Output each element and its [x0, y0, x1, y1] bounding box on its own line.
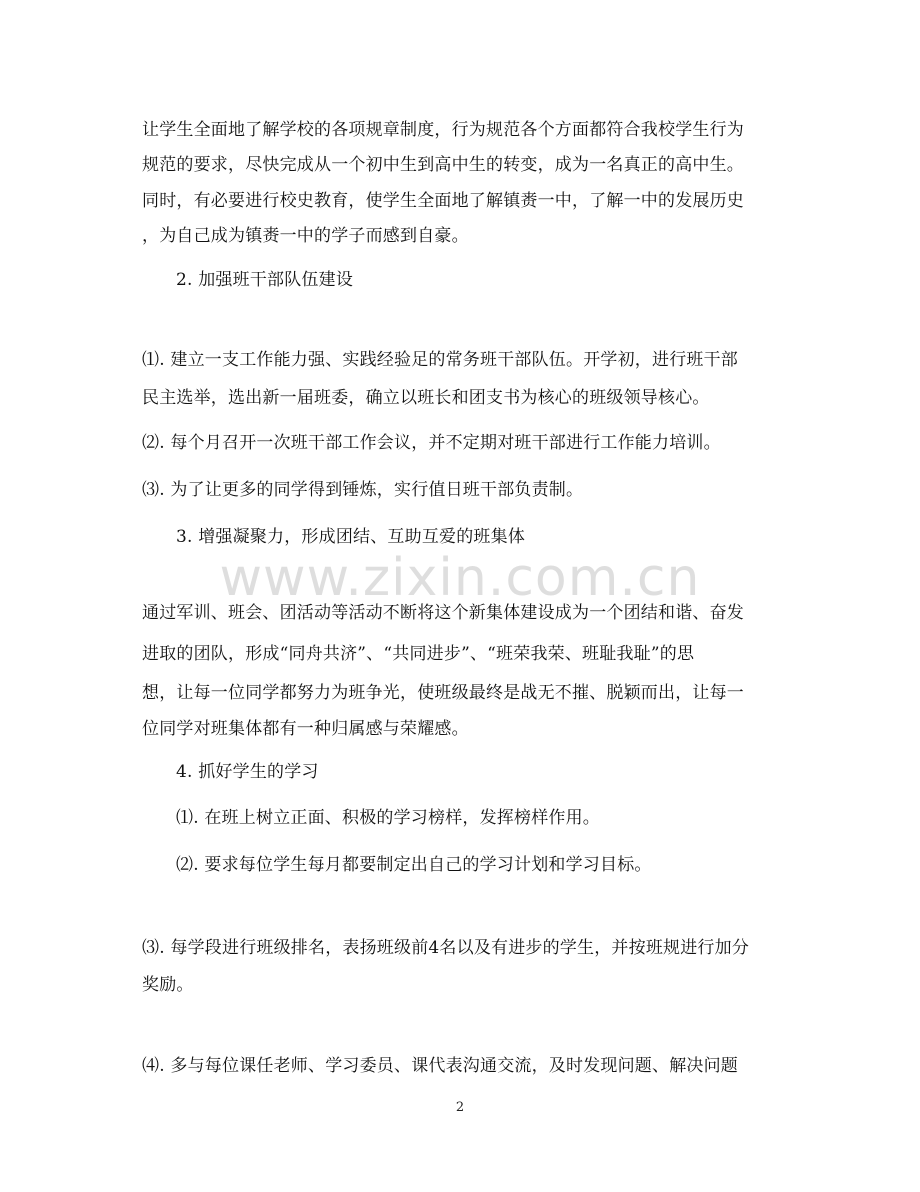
paragraph-line: ，为自己成为镇赉一中的学子而感到自豪。 [142, 226, 469, 246]
paragraph-line: 位同学对班集体都有一种归属感与荣耀感。 [142, 719, 469, 739]
section-heading: 2. 加强班干部队伍建设 [176, 270, 354, 290]
watermark: www.zixin.com.cn [219, 548, 701, 608]
list-item: ⑴. 建立一支工作能力强、实践经验足的常务班干部队伍。开学初，进行班干部 [142, 350, 739, 370]
section-heading: 3. 增强凝聚力，形成团结、互助互爱的班集体 [176, 527, 526, 547]
paragraph-line: 同时，有必要进行校史教育，使学生全面地了解镇赉一中，了解一中的发展历史 [142, 191, 744, 211]
paragraph-line: 进取的团队，形成“同舟共济”、“共同进步”、“班荣我荣、班耻我耻”的思 [142, 644, 695, 664]
page-number: 2 [455, 1100, 465, 1115]
list-item: ⑶. 每学段进行班级排名，表扬班级前4名以及有进步的学生，并按班规进行加分 [142, 938, 750, 958]
paragraph-line: 奖励。 [142, 975, 194, 995]
list-item: ⑶. 为了让更多的同学得到锤炼，实行值日班干部负责制。 [142, 480, 584, 500]
list-item: ⑵. 每个月召开一次班干部工作会议，并不定期对班干部进行工作能力培训。 [142, 433, 721, 453]
paragraph-line: 民主选举，选出新一届班委，确立以班长和团支书为核心的班级领导核心。 [142, 388, 710, 408]
section-heading: 4. 抓好学生的学习 [176, 762, 319, 782]
paragraph-line: 通过军训、班会、团活动等活动不断将这个新集体建设成为一个团结和谐、奋发 [142, 603, 744, 623]
paragraph-line: 让学生全面地了解学校的各项规章制度，行为规范各个方面都符合我校学生行为 [142, 120, 744, 140]
list-item: ⑴. 在班上树立正面、积极的学习榜样，发挥榜样作用。 [176, 808, 601, 828]
paragraph-line: 想，让每一位同学都努力为班争光，使班级最终是战无不摧、脱颖而出，让每一 [142, 683, 744, 703]
list-item: ⑷. 多与每位课任老师、学习委员、课代表沟通交流，及时发现问题、解决问题 [142, 1056, 739, 1076]
list-item: ⑵. 要求每位学生每月都要制定出自己的学习计划和学习目标。 [176, 855, 652, 875]
paragraph-line: 规范的要求，尽快完成从一个初中生到高中生的转变，成为一名真正的高中生。 [142, 155, 744, 175]
